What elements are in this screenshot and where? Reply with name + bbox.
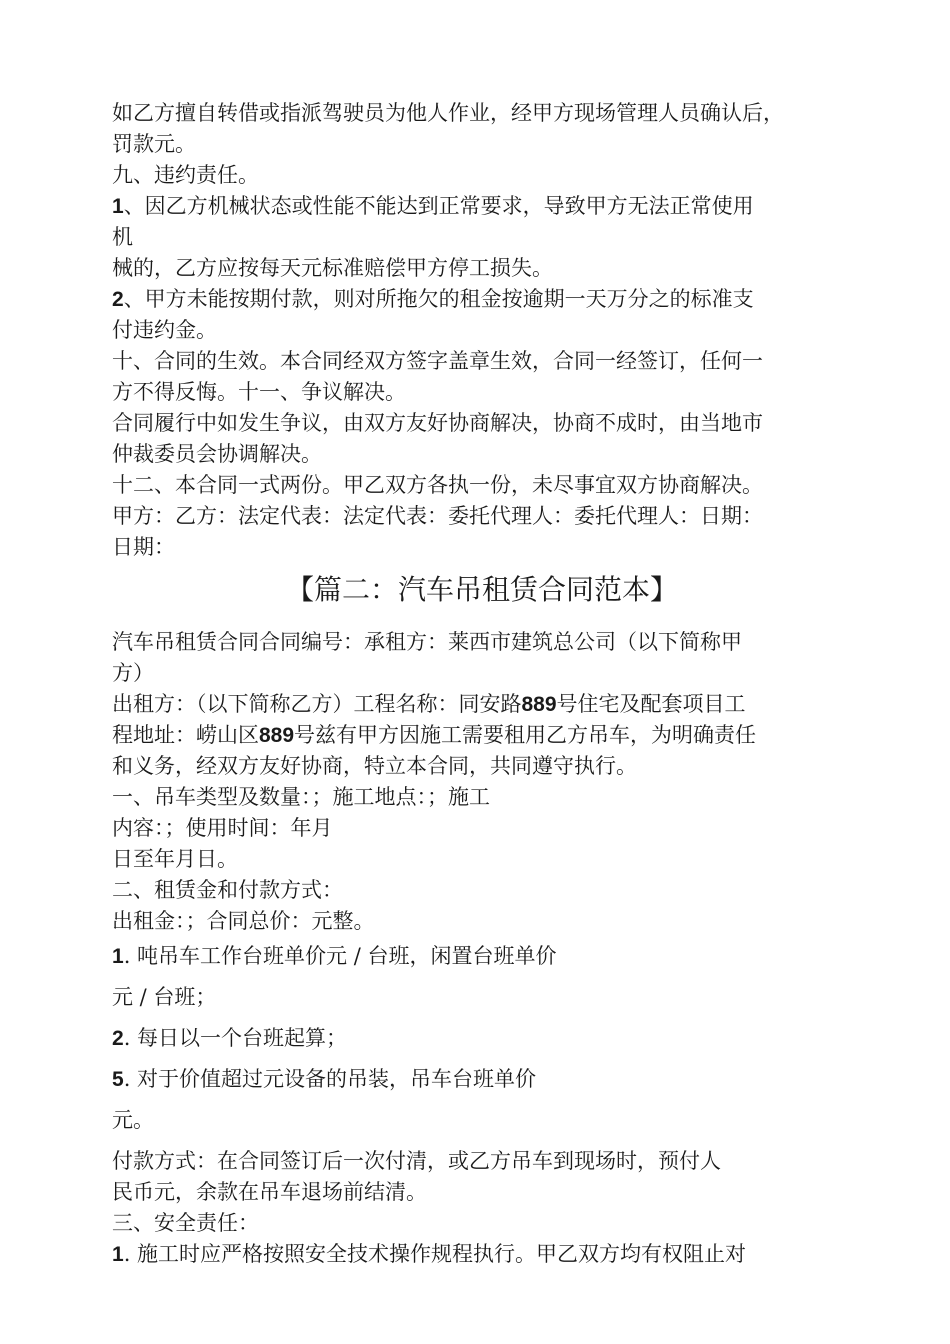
number-span: 889 [521, 693, 557, 716]
text-line: 付违约金。 [112, 318, 217, 342]
item-text: . 对于价值超过元设备的吊装，吊车台班单价 [123, 1067, 537, 1091]
item-number: 2 [112, 288, 124, 311]
item-text: . 每日以一个台班起算； [123, 1026, 348, 1050]
numbered-item [112, 191, 852, 222]
text-line: 民币元，余款在吊车退场前结清。 [112, 1180, 427, 1204]
number-span: 889 [259, 724, 295, 747]
clause-heading: 一、吊车类型及数量：；施工地点：；施工 [112, 785, 490, 809]
clause-heading: 三、安全责任： [112, 1211, 259, 1235]
text-line: 内容：；使用时间：年月 [112, 816, 333, 840]
item-text: . 施工时应严格按照安全技术操作规程执行。甲乙双方均有权阻止对 [123, 1242, 747, 1266]
numbered-item [112, 941, 852, 972]
text-span: 号住宅及配套项目工 [556, 692, 746, 716]
item-text: 、因乙方机械状态或性能不能达到正常要求，导致甲方无法正常使用 [123, 194, 754, 218]
clause-heading: 二、租赁金和付款方式： [112, 878, 343, 902]
text-line: 元。 [112, 1108, 154, 1132]
clause-heading: 九、违约责任。 [112, 163, 259, 187]
text-line: 方） [112, 661, 154, 685]
signature-line: 甲方：乙方：法定代表：法定代表：委托代理人：委托代理人：日期： [112, 504, 763, 528]
item-number: 1 [112, 945, 124, 968]
item-number: 1 [112, 195, 124, 218]
text-line: 合同履行中如发生争议，由双方友好协商解决，协商不成时，由当地市 [112, 411, 763, 435]
numbered-item [112, 1239, 852, 1270]
text-span: 号兹有甲方因施工需要租用乙方吊车，为明确责任 [294, 723, 757, 747]
text-line: 仲裁委员会协调解决。 [112, 442, 322, 466]
text-span: 程地址：崂山区 [112, 723, 259, 747]
text-line: 出租金：；合同总价：元整。 [112, 909, 375, 933]
text-line: 和义务，经双方友好协商，特立本合同，共同遵守执行。 [112, 754, 637, 778]
item-number: 5 [112, 1068, 124, 1091]
date-line: 日期： [112, 535, 175, 559]
text-span: 出租方：（以下简称乙方）工程名称：同安路 [112, 692, 522, 716]
text-line: 械的，乙方应按每天元标准赔偿甲方停工损失。 [112, 256, 553, 280]
text-line: 方不得反悔。十一、争议解决。 [112, 380, 406, 404]
section-title: 【篇二：汽车吊租赁合同范本】 [285, 573, 678, 606]
item-number: 2 [112, 1027, 124, 1050]
item-text: . 吨吊车工作台班单价元 / 台班，闲置台班单价 [123, 944, 557, 968]
text-line: 十、合同的生效。本合同经双方签字盖章生效，合同一经签订，任何一 [112, 349, 763, 373]
text-line: 机 [112, 225, 133, 249]
text-line: 元 / 台班； [112, 985, 217, 1009]
text-line: 十二、本合同一式两份。甲乙双方各执一份，未尽事宜双方协商解决。 [112, 473, 763, 497]
text-line: 日至年月日。 [112, 847, 238, 871]
text-line: 如乙方擅自转借或指派驾驶员为他人作业，经甲方现场管理人员确认后， [112, 101, 784, 125]
text-line: 付款方式：在合同签订后一次付清，或乙方吊车到现场时，预付人 [112, 1149, 721, 1173]
item-number: 1 [112, 1243, 124, 1266]
document-page [112, 98, 852, 1270]
text-line [112, 720, 852, 751]
text-line: 汽车吊租赁合同合同编号：承租方：莱西市建筑总公司（以下简称甲 [112, 630, 742, 654]
text-line [112, 689, 852, 720]
numbered-item [112, 1023, 852, 1054]
numbered-item [112, 284, 852, 315]
text-line: 罚款元。 [112, 132, 196, 156]
numbered-item [112, 1064, 852, 1095]
item-text: 、甲方未能按期付款，则对所拖欠的租金按逾期一天万分之的标准支 [123, 287, 754, 311]
